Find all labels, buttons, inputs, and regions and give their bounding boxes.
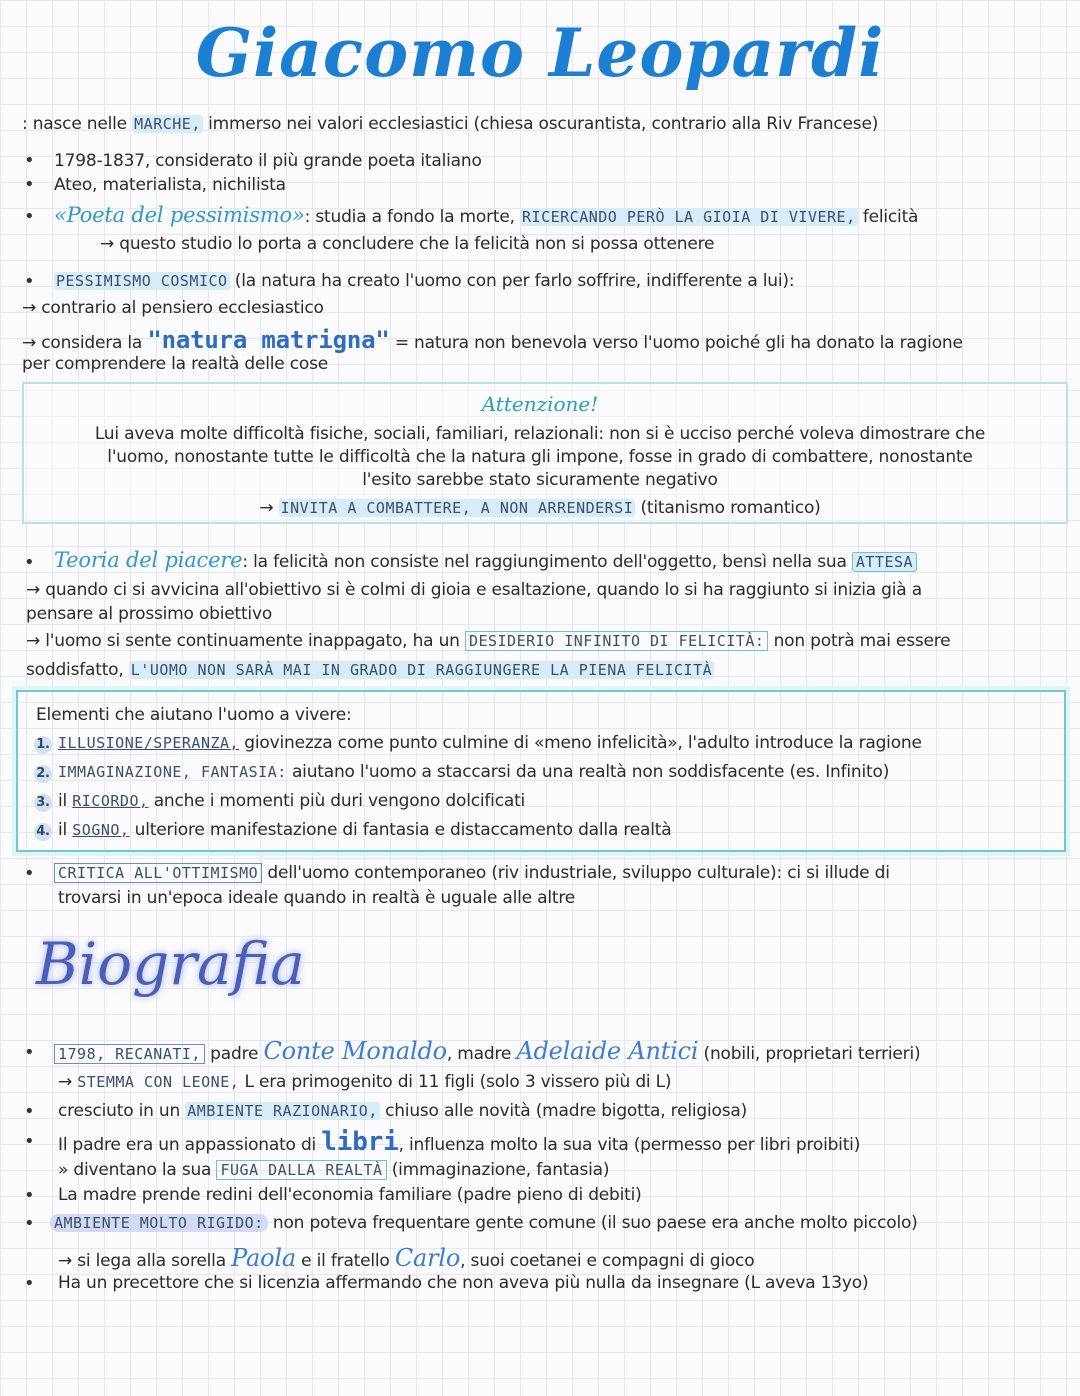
desiderio-box: DESIDERIO INFINITO DI FELICITÀ: xyxy=(465,631,768,651)
piacere-line-4 xyxy=(26,631,950,651)
bullet: • xyxy=(24,1131,35,1152)
item-keyword: RICORDO, xyxy=(72,792,149,810)
bio-line-3 xyxy=(58,1127,860,1157)
bio-highlight-ambiente: AMBIENTE RAZIONARIO, xyxy=(187,1102,378,1120)
attenzione-text-4 xyxy=(0,498,1080,518)
poeta-highlight: RICERCANDO PERÒ LA GIOIA DI VIVERE, xyxy=(522,208,856,226)
bio-caps-stemma: STEMMA CON LEONE, xyxy=(77,1073,240,1091)
bullet: • xyxy=(24,206,35,227)
poeta-line xyxy=(54,203,918,227)
critica-box: CRITICA ALL'OTTIMISMO xyxy=(54,863,262,883)
bullet: • xyxy=(24,1185,35,1206)
bio-script-paola: Paola xyxy=(231,1244,296,1272)
bullet: • xyxy=(24,1273,35,1294)
attenzione-text-end: (titanismo romantico) xyxy=(635,498,821,518)
bullet: • xyxy=(24,552,35,573)
piacere-highlight: L'UOMO NON SARÀ MAI IN GRADO DI RAGGIUNGERE LA PIENA FELICITÀ xyxy=(130,661,713,679)
bio-line-4: La madre prende redini dell'economia familiare (padre pieno di debiti) xyxy=(58,1185,642,1205)
item-text: anche i momenti più duri vengono dolcificati xyxy=(148,791,526,811)
poeta-text: : studia a fondo la morte, xyxy=(304,207,521,227)
elementi-item-1 xyxy=(34,733,922,754)
bio-script-padre: Conte Monaldo xyxy=(263,1037,447,1065)
attenzione-text-1: Lui aveva molte difficoltà fisiche, sociali, familiari, relazionali: non si è ucciso perché voleva dimostrare che xyxy=(94,424,986,444)
bio-script-carlo: Carlo xyxy=(394,1244,461,1272)
bio-line-1 xyxy=(54,1037,920,1065)
item-number: 2. xyxy=(34,765,52,783)
bio-text: Il padre era un appassionato di xyxy=(58,1135,322,1155)
bio-text: e il fratello xyxy=(295,1251,395,1271)
matrigna-line-2: per comprendere la realtà delle cose xyxy=(22,354,328,374)
piacere-text: : la felicità non consiste nel raggiungimento dell'oggetto, bensì nella sua xyxy=(242,552,852,572)
bio-text: chiuso alle novità (madre bigotta, religiosa) xyxy=(379,1101,748,1121)
bio-big-libri: libri xyxy=(321,1127,399,1157)
poeta-sub: → questo studio lo porta a concludere che la felicità non si possa ottenere xyxy=(100,234,715,254)
attenzione-text-3: l'esito sarebbe stato sicuramente negativo xyxy=(362,470,718,490)
piacere-line-2: → quando ci si avvicina all'obiettivo si è colmi di gioia e esaltazione, quando lo si ha raggiunto si inizia già a xyxy=(26,580,922,600)
piacere-text-5: soddisfatto, xyxy=(26,660,129,680)
page-title: Giacomo Leopardi xyxy=(195,14,885,92)
contrario-line: → contrario al pensiero ecclesiastico xyxy=(22,298,324,318)
pessimismo-text: (la natura ha creato l'uomo con per farlo soffrire, indifferente a lui): xyxy=(229,271,795,291)
bio-text: , suoi coetanei e compagni di gioco xyxy=(460,1251,755,1271)
item-number: 4. xyxy=(34,823,52,841)
bio-arrow: → xyxy=(58,1072,78,1092)
intro-highlight: MARCHE, xyxy=(134,115,201,133)
critica-line xyxy=(54,863,890,883)
piacere-script: Teoria del piacere xyxy=(54,548,243,572)
bullet: • xyxy=(24,271,35,292)
item-text: aiutano l'uomo a staccarsi da una realtà non soddisfacente (es. Infinito) xyxy=(286,762,890,782)
bio-text: » diventano la sua xyxy=(58,1160,217,1180)
item-number: 1. xyxy=(34,736,52,754)
bio-line-5-sub xyxy=(58,1244,754,1272)
bio-text: L era primogenito di 11 figli (solo 3 vissero più di L) xyxy=(239,1072,672,1092)
bio-text: non poteva frequentare gente comune (il suo paese era anche molto piccolo) xyxy=(267,1213,918,1233)
bio-text: (immaginazione, fantasia) xyxy=(386,1160,610,1180)
bullet: • xyxy=(24,863,35,884)
dates-line: 1798-1837, considerato il più grande poeta italiano xyxy=(54,151,482,171)
critica-text: dell'uomo contemporaneo (riv industriale, sviluppo culturale): ci si illude di xyxy=(262,863,890,883)
pessimismo-line xyxy=(54,271,794,291)
attenzione-heading: Attenzione! xyxy=(481,392,599,416)
item-keyword: IMMAGINAZIONE, FANTASIA: xyxy=(58,763,287,781)
piacere-text-4: → l'uomo si sente continuamente inappagato, ha un xyxy=(26,631,465,651)
beliefs-line: Ateo, materialista, nichilista xyxy=(54,175,286,195)
bio-text: , influenza molto la sua vita (permesso per libri proibiti) xyxy=(398,1135,861,1155)
poeta-text-end: felicità xyxy=(857,207,919,227)
attenzione-text-2: l'uomo, nonostante tutte le difficoltà che la natura gli impone, fosse in grado di combattere, nonostante xyxy=(107,447,973,467)
attenzione-highlight: INVITA A COMBATTERE, A NON ARRENDERSI xyxy=(280,499,634,517)
bullet: • xyxy=(24,1042,35,1063)
bio-highlight-rigido: AMBIENTE MOLTO RIGIDO: xyxy=(50,1214,268,1232)
elementi-heading: Elementi che aiutano l'uomo a vivere: xyxy=(36,705,352,725)
item-keyword: SOGNO, xyxy=(72,821,130,839)
matrigna-big: "natura matrigna" xyxy=(147,326,390,354)
bullet: • xyxy=(24,150,35,171)
matrigna-text-end: = natura non benevola verso l'uomo poiché gli ha donato la ragione xyxy=(389,333,963,353)
bio-script-madre: Adelaide Antici xyxy=(516,1037,699,1065)
critica-line-2: trovarsi in un'epoca ideale quando in realtà è uguale alle altre xyxy=(58,888,576,908)
item-prefix: il xyxy=(58,791,73,811)
bio-text: padre xyxy=(204,1044,264,1064)
item-text: giovinezza come punto culmine di «meno infelicità», l'adulto introduce la ragione xyxy=(239,733,922,753)
bio-text: , madre xyxy=(446,1044,517,1064)
bullet: • xyxy=(24,1101,35,1122)
bio-line-2 xyxy=(58,1101,747,1121)
piacere-line-3: pensare al prossimo obiettivo xyxy=(26,604,273,624)
intro-text-end: immerso nei valori ecclesiastici (chiesa oscurantista, contrario alla Riv Francese) xyxy=(202,114,879,134)
attenzione-arrow: → xyxy=(259,498,279,518)
bio-box-recanati: 1798, RECANATI, xyxy=(54,1044,205,1064)
bio-text: (nobili, proprietari terrieri) xyxy=(698,1044,921,1064)
matrigna-line xyxy=(22,326,963,354)
piacere-text-4-end: non potrà mai essere xyxy=(768,631,951,651)
pessimismo-highlight: PESSIMISMO COSMICO xyxy=(56,272,228,290)
bio-line-3-sub xyxy=(58,1160,609,1180)
item-number: 3. xyxy=(34,794,52,812)
bullet: • xyxy=(24,174,35,195)
intro-text: : nasce nelle xyxy=(22,114,133,134)
bio-line-1-sub xyxy=(58,1072,671,1092)
bio-line-5 xyxy=(50,1213,918,1233)
matrigna-text: → considera la xyxy=(22,333,148,353)
bullet: • xyxy=(24,1213,35,1234)
elementi-item-3 xyxy=(34,791,525,812)
bio-line-6: Ha un precettore che si licenzia affermando che non aveva più nulla da insegnare (L aveva 13yo) xyxy=(58,1273,869,1293)
bio-text: cresciuto in un xyxy=(58,1101,186,1121)
piacere-line xyxy=(54,548,917,572)
item-prefix: il xyxy=(58,820,73,840)
piacere-line-5 xyxy=(26,660,714,680)
bio-box-fuga: FUGA DALLA REALTÀ xyxy=(216,1160,386,1180)
item-text: ulteriore manifestazione di fantasia e distaccamento dalla realtà xyxy=(129,820,672,840)
intro-line xyxy=(22,114,878,134)
item-keyword: ILLUSIONE/SPERANZA, xyxy=(58,734,240,752)
piacere-attesa-box: ATTESA xyxy=(852,552,917,572)
bio-text: → si lega alla sorella xyxy=(58,1251,232,1271)
biografia-heading: Biografia xyxy=(36,930,305,998)
poeta-script: «Poeta del pessimismo» xyxy=(54,203,305,227)
elementi-item-4 xyxy=(34,820,671,841)
elementi-item-2 xyxy=(34,762,889,783)
